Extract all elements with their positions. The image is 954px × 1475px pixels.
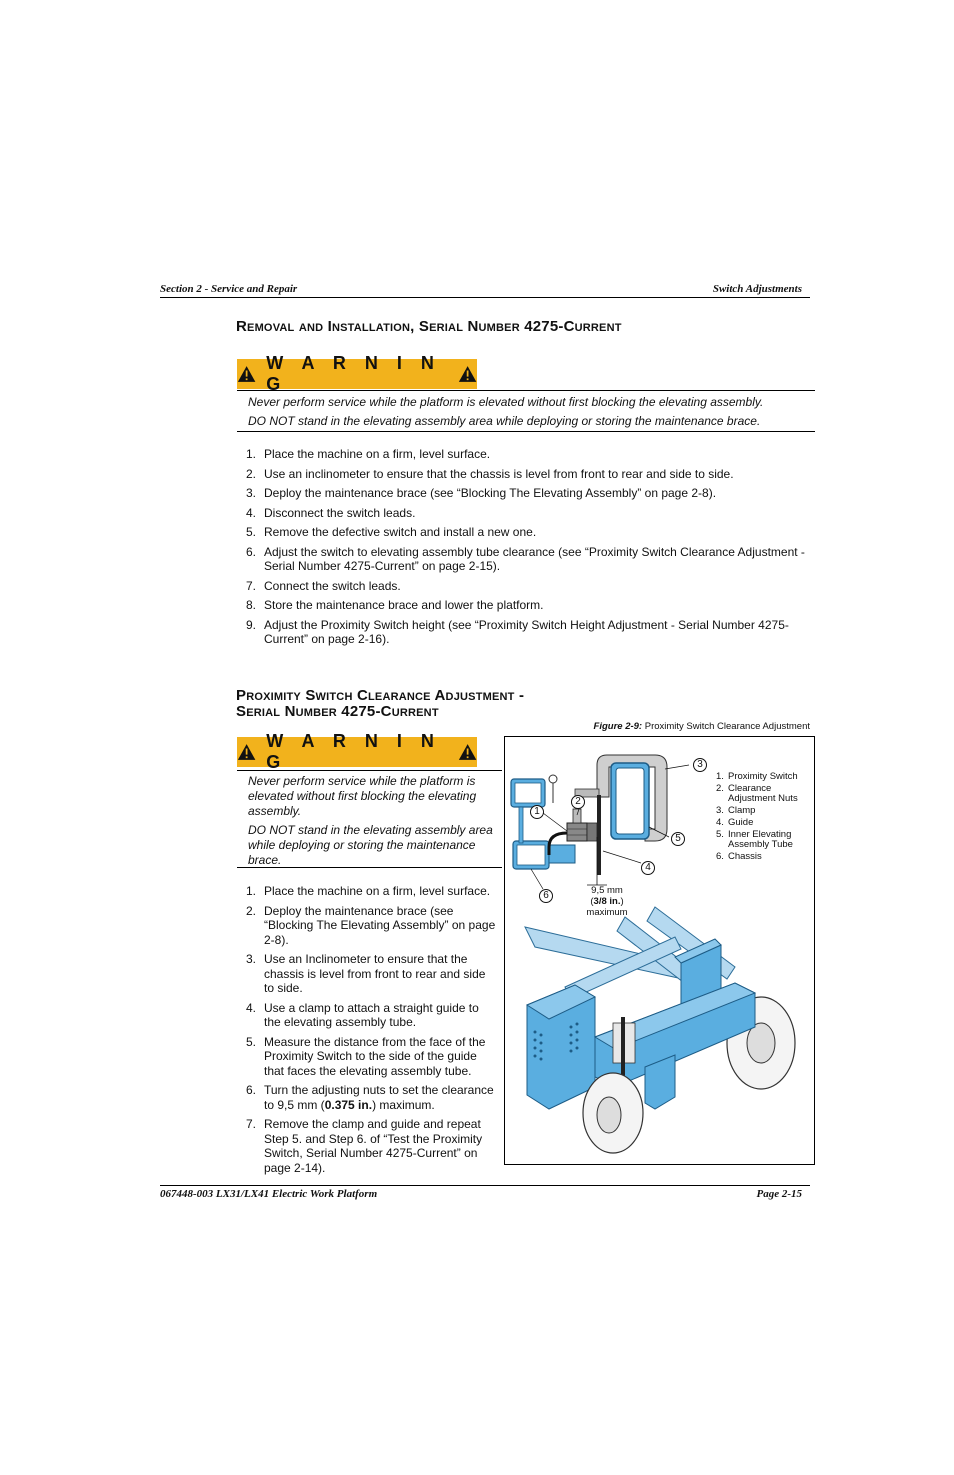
callout-3: 3 [693,758,707,772]
list-item: 6. Turn the adjusting nuts to set the clearance to 9,5 mm (0.375 in.) maximum. [246,1083,494,1112]
warning-triangle-icon [458,742,477,762]
list-item: 8. Store the maintenance brace and lower the platform. [246,598,544,612]
adjustment-nut [573,809,581,823]
warning-triangle-icon [237,364,256,384]
proximity-switch-body [567,823,587,841]
header-rule [160,297,810,298]
warning-line: Never perform service while the platform is elevated without first blocking the elevating assembly. [248,395,764,409]
figure-legend [716,772,810,864]
header-section: Section 2 - Service and Repair [160,283,298,295]
warning-rule-top [237,770,502,771]
warning-text [248,395,808,433]
callout-1: 1 [530,805,544,819]
legend-item: 6. Chassis [716,851,762,862]
warning-banner [237,731,477,772]
inner-tube-hollow [616,768,644,834]
footer-page-number: Page 2-15 [756,1188,802,1200]
warning-text [248,774,498,872]
clearance-steps [246,884,496,1175]
machine-illustration [525,907,795,1153]
dimension-label: 9,5 mm (3/8 in.) maximum [586,885,628,918]
list-item: 4. Disconnect the switch leads. [246,505,416,520]
legend-item: 4. Guide [716,817,754,828]
list-item: 9. Adjust the Proximity Switch height (see “Proximity Switch Height Adjustment - Serial Number 4275-Current” on page 2-16). [246,617,789,646]
warning-triangle-icon [458,364,477,384]
list-item: 3. Deploy the maintenance brace (see “Blocking The Elevating Assembly” on page 2-8). [246,486,717,500]
list-item: 2. Use an inclinometer to ensure that the chassis is level from front to rear and side to side. [246,466,734,481]
list-item: 6. Adjust the switch to elevating assembly tube clearance (see “Proximity Switch Clearance Adjustment - Serial Number 4275-Current” on page 2-15). [246,544,805,573]
warning-triangle-icon [237,742,256,762]
list-item: 5. Measure the distance from the face of the Proximity Switch to the side of the guide that faces the elevating assembly tube. [246,1034,486,1078]
header-topic: Switch Adjustments [712,283,802,295]
list-item: 1. Place the machine on a firm, level surface. [246,884,491,898]
warning-label: W A R N I N G [266,731,441,772]
list-item: 2. Deploy the maintenance brace (see “Blocking The Elevating Assembly” on page 2-8). [246,903,496,947]
footer-rule [160,1185,810,1186]
warning-rule-bottom [237,867,502,868]
section-title-removal: Removal and Installation, Serial Number 4275-Current [236,318,622,335]
legend-item: 5. Inner Elevating Assembly Tube [716,829,793,850]
callout-6: 6 [539,889,553,903]
callout-5: 5 [671,832,685,846]
callout-4: 4 [641,861,655,875]
figure-caption [440,721,810,732]
warning-line: DO NOT stand in the elevating assembly area while deploying or storing the maintenance brace. [248,414,761,428]
warning-label: W A R N I N G [266,353,441,394]
warning-rule-bottom [237,431,815,432]
warning-rule-top [237,390,815,391]
list-item: 1. Place the machine on a firm, level surface. [246,447,491,461]
list-item: 5. Remove the defective switch and install a new one. [246,525,537,539]
warning-line: Never perform service while the platform is elevated without first blocking the elevating assembly. [248,774,477,818]
figure-label: Figure 2-9: [593,721,643,732]
legend-item: 2. Clearance Adjustment Nuts [716,783,798,804]
warning-banner [237,353,477,394]
footer-document: 067448-003 LX31/LX41 Electric Work Platform [160,1188,378,1200]
warning-line: DO NOT stand in the elevating assembly area while deploying or storing the maintenance brace. [248,823,493,867]
figure-caption-text: Proximity Switch Clearance Adjustment [644,721,810,732]
list-item: 4. Use a clamp to attach a straight guide to the elevating assembly tube. [246,1000,479,1029]
callout-2: 2 [571,795,585,809]
removal-steps [246,447,814,647]
list-item: 7. Remove the clamp and guide and repeat Step 5. and Step 6. of “Test the Proximity Switch, Serial Number 4275-Current” on page 2-14). [246,1117,483,1175]
list-item: 7. Connect the switch leads. [246,578,401,593]
legend-item: 3. Clamp [716,805,756,816]
legend-item: 1. Proximity Switch [716,771,798,782]
guide-bar [597,795,601,875]
section-title-clearance: Proximity Switch Clearance Adjustment - Serial Number 4275-Current [236,687,525,720]
list-item: 3. Use an Inclinometer to ensure that the chassis is level from front to rear and side to side. [246,952,486,995]
figure-box [504,736,815,1165]
